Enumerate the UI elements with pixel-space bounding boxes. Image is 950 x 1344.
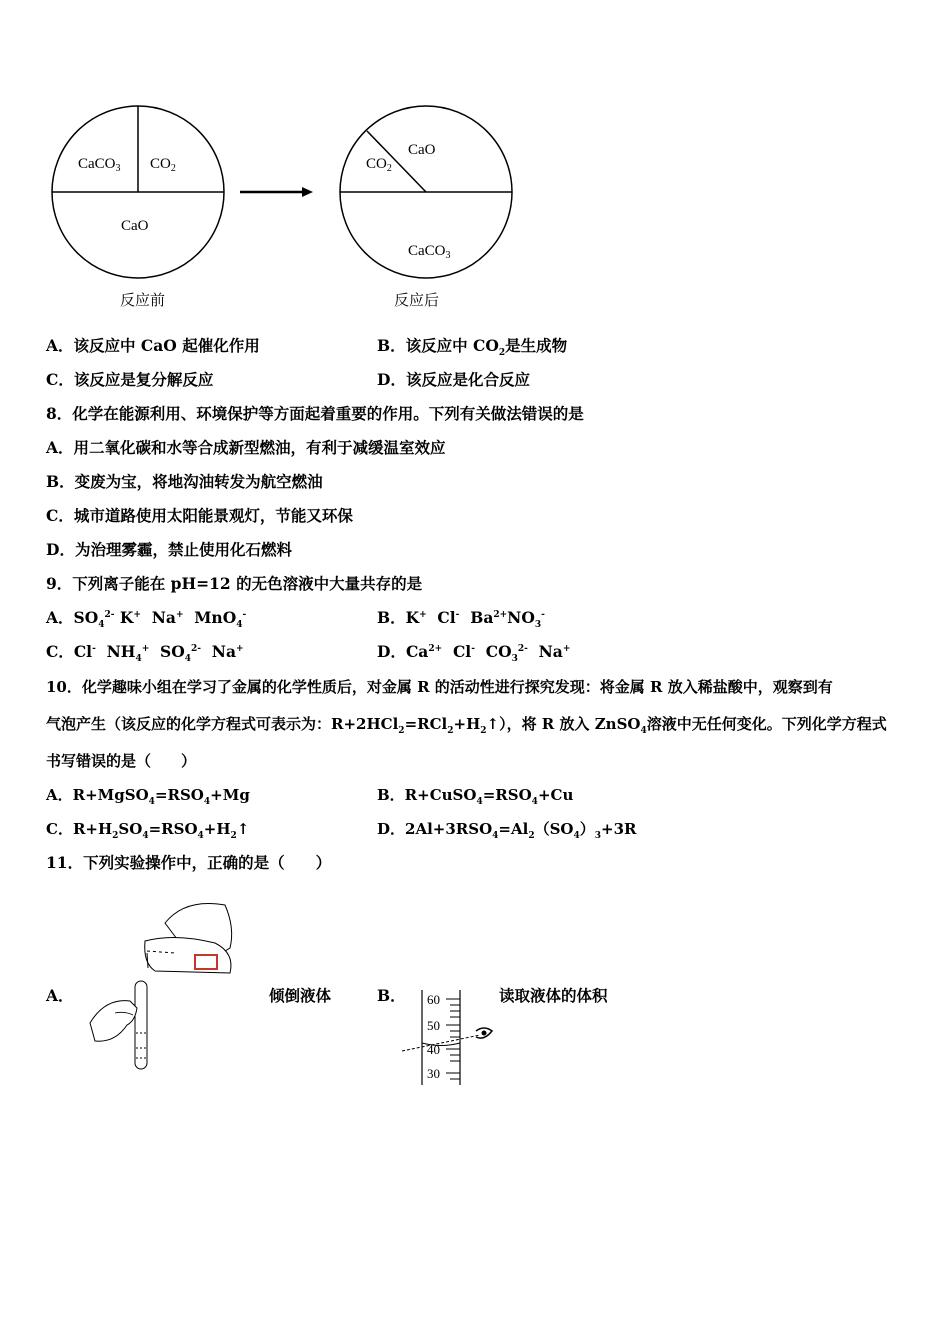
before-caption: 反应前	[120, 291, 166, 309]
after-caption: 反应后	[394, 291, 440, 309]
q7-option-b[interactable]: B．该反应中 $CO_2$是生成物	[377, 336, 568, 359]
q8-option-b[interactable]: B．变废为宝，将地沟油转发为航空燃油	[46, 472, 323, 491]
q7-option-a[interactable]: A．该反应中 CaO 起催化作用	[46, 336, 260, 355]
before-label-cao: CaO	[121, 218, 149, 234]
scale-50: 50	[427, 1018, 440, 1033]
after-label-caco3: CaCO$_3$	[408, 243, 451, 261]
q10-option-c[interactable]: C．$R+H_2SO_4=RSO_4+H_2↑$	[46, 820, 250, 841]
q8-option-a[interactable]: A．用二氧化碳和水等合成新型燃油，有利于减缓温室效应	[46, 438, 446, 457]
scale-30: 30	[427, 1066, 440, 1081]
q11-option-a-text: 倾倒液体	[269, 986, 332, 1005]
q8-option-c[interactable]: C．城市道路使用太阳能景观灯，节能又环保	[46, 506, 353, 525]
q9-stem: 9．下列离子能在 pH=12 的无色溶液中大量共存的是	[46, 574, 423, 593]
graduated-cylinder-illustration	[400, 985, 500, 1090]
q11-option-a-label[interactable]: A．	[46, 986, 74, 1005]
q9-option-b[interactable]: B．K+ Cl- $Ba^{2+}NO_3^-$	[377, 608, 545, 631]
sight-line	[402, 1035, 480, 1051]
q10-stem-line1: 10．化学趣味小组在学习了金属的化学性质后，对金属 R 的活动性进行探究发现：将金属 R 放入稀盐酸中，观察到有	[46, 678, 833, 696]
q9-option-c[interactable]: C．Cl- $NH_4^+$ $SO_4^{2-}$ Na+	[46, 642, 244, 665]
q11-option-b-label[interactable]: B．	[377, 986, 406, 1005]
pouring-liquid-illustration	[85, 893, 250, 1078]
q9-option-a[interactable]: A．$SO_4^{2-}$ K+ Na+ MnO$_4$-	[46, 608, 247, 631]
q10-stem-line2: 气泡产生（该反应的化学方程式可表示为：$R+2HCl_2=RCl_2+H_2↑$），将 R 放入 ZnSO$_4$溶液中无任何变化。下列化学方程式	[46, 715, 887, 736]
q9-option-d[interactable]: D．$Ca^{2+}$ Cl- $CO_3^{2-}$ Na+	[377, 642, 571, 665]
q7-option-c[interactable]: C．该反应是复分解反应	[46, 370, 214, 389]
q11-option-b-text: 读取液体的体积	[499, 986, 608, 1005]
q10-option-d[interactable]: D．$2Al+3RSO_4=Al_2(SO_4)_3+3R$	[377, 820, 637, 841]
q10-stem-line3: 书写错误的是（ ）	[46, 752, 197, 770]
q8-option-d[interactable]: D．为治理雾霾，禁止使用化石燃料	[46, 540, 292, 559]
q10-option-b[interactable]: B．$R+CuSO_4=RSO_4+Cu$	[377, 786, 574, 807]
before-label-co2: $CO_2$	[150, 156, 176, 174]
after-label-co2: $CO_2$	[366, 156, 392, 174]
scale-40: 40	[427, 1042, 440, 1057]
scale-60: 60	[427, 992, 440, 1007]
q11-stem: 11．下列实验操作中，正确的是（ ）	[46, 853, 332, 872]
after-label-cao: CaO	[408, 142, 436, 158]
q10-option-a[interactable]: A．$R+MgSO_4=RSO_4+Mg$	[46, 786, 250, 807]
q7-option-d[interactable]: D．该反应是化合反应	[377, 370, 530, 389]
reaction-pie-diagram	[40, 95, 540, 315]
q8-stem: 8．化学在能源利用、环境保护等方面起着重要的作用。下列有关做法错误的是	[46, 404, 584, 423]
before-label-caco3: CaCO$_3$	[78, 156, 121, 174]
